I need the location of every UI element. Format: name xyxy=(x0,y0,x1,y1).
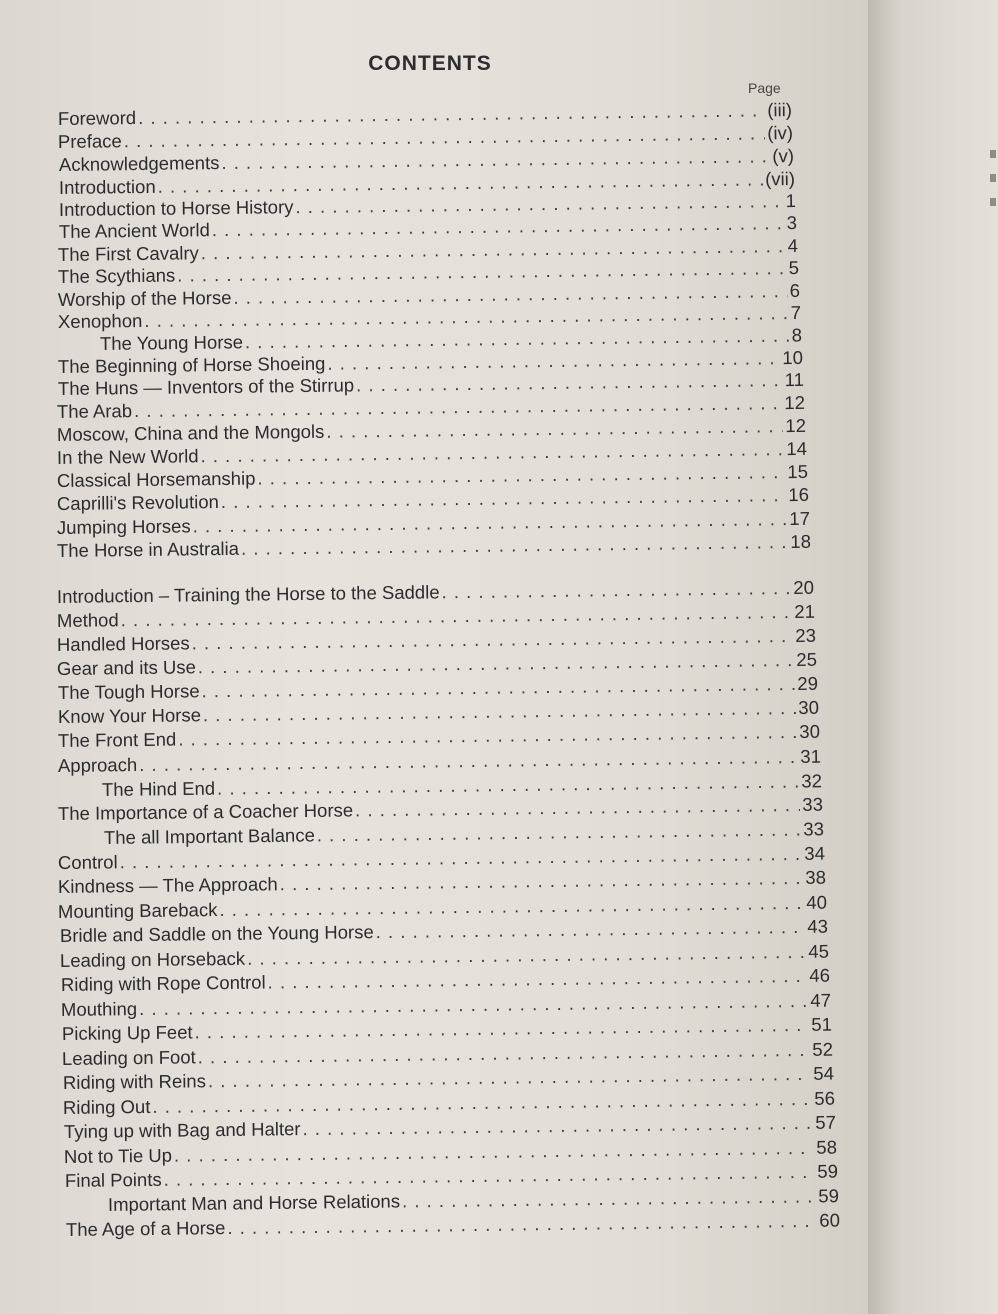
toc-entry-title: Important Man and Horse Relations xyxy=(107,1190,401,1215)
toc-entry-page-number: 4 xyxy=(787,234,799,257)
toc-entry-title: Bridle and Saddle on the Young Horse xyxy=(59,921,374,946)
toc-entry-title: The Ancient World xyxy=(58,219,210,242)
toc-entry-page-number: 16 xyxy=(788,483,810,506)
toc-entry-title: The Young Horse xyxy=(99,331,244,354)
toc-entry-page-number: 21 xyxy=(794,600,816,622)
toc-entry-page-number: 23 xyxy=(795,624,817,646)
toc-entry-title: Gear and its Use xyxy=(56,656,196,679)
toc-entry-page-number: 8 xyxy=(791,324,803,346)
toc-entry-title: Riding with Rope Control xyxy=(60,971,266,995)
toc-entry-page-number: 7 xyxy=(790,301,802,324)
toc-entry-page-number: 32 xyxy=(801,770,823,792)
toc-entry-title: Picking Up Feet xyxy=(61,1021,193,1044)
toc-entry-page-number: 1 xyxy=(785,189,797,212)
toc-entry-title: Riding Out xyxy=(62,1095,151,1118)
toc-entry-title: Riding with Reins xyxy=(62,1070,207,1093)
toc-entry-page-number: 31 xyxy=(800,745,822,767)
toc-leader-dots xyxy=(441,577,791,603)
toc-entry-title: Method xyxy=(56,609,119,631)
toc-entry-page-number: 10 xyxy=(782,346,804,369)
toc-entry-page-number: 29 xyxy=(797,672,819,694)
toc-entry-page-number: 60 xyxy=(819,1209,841,1231)
toc-entry-page-number: 3 xyxy=(786,211,798,234)
toc-entry-title: Worship of the Horse xyxy=(57,286,232,310)
toc-entry-page-number: 47 xyxy=(810,989,832,1011)
toc-entry-title: Leading on Horseback xyxy=(59,947,246,971)
toc-entry-page-number: 40 xyxy=(806,891,828,913)
toc-entry-title: Preface xyxy=(57,130,122,152)
toc-entry-title: Caprilli's Revolution xyxy=(56,491,219,514)
toc-entry-title: The Hind End xyxy=(101,777,216,800)
toc-leader-dots xyxy=(402,1185,817,1212)
toc-entry-page-number: 30 xyxy=(798,696,820,718)
toc-entry-page-number: 17 xyxy=(789,507,811,530)
toc-entry-page-number: 59 xyxy=(817,1160,839,1182)
toc-entry-page-number: 56 xyxy=(814,1087,836,1109)
toc-entry-title: Acknowledgements xyxy=(58,152,220,175)
toc-entry-page-number: 33 xyxy=(802,793,824,815)
toc-entry-title: Mouthing xyxy=(60,998,138,1020)
toc-leader-dots xyxy=(376,916,806,943)
toc-entry-title: In the New World xyxy=(56,445,199,468)
toc-entry-title: Classical Horsemanship xyxy=(56,467,256,491)
toc-entry-page-number: 54 xyxy=(813,1062,835,1084)
toc-entry-page-number: 11 xyxy=(784,368,805,391)
page-column-label: Page xyxy=(748,80,781,96)
toc-entry-page-number: 46 xyxy=(809,964,831,986)
toc-entry-title: Moscow, China and the Mongols xyxy=(56,420,325,445)
toc-entry-title: Jumping Horses xyxy=(56,515,191,538)
toc-entry-title: Know Your Horse xyxy=(57,704,202,727)
toc-entry-title: The First Cavalry xyxy=(57,242,199,265)
toc-entry-title: The Age of a Horse xyxy=(65,1217,226,1240)
toc-entry-page-number: 18 xyxy=(790,530,812,553)
facing-page-text-fragment xyxy=(990,150,996,220)
toc-entry-page-number: 51 xyxy=(811,1013,833,1035)
toc-entry-page-number: 25 xyxy=(796,648,818,670)
facing-page-edge xyxy=(868,0,998,1314)
toc-entry-title: Control xyxy=(57,851,118,873)
toc-entry-page-number: 58 xyxy=(816,1136,838,1158)
toc-entry-page-number: (vii) xyxy=(765,168,796,190)
toc-entry-title: Mounting Bareback xyxy=(57,899,218,922)
toc-entry-page-number: 45 xyxy=(808,940,830,962)
toc-entry-page-number: 30 xyxy=(799,720,821,742)
toc-entry-title: The Beginning of Horse Shoeing xyxy=(57,352,326,377)
toc-entry-title: The Front End xyxy=(57,728,177,751)
toc-entry-page-number: (iv) xyxy=(767,122,794,144)
toc-entry-title: The Horse in Australia xyxy=(56,537,240,561)
toc-entry-title: Leading on Foot xyxy=(61,1046,196,1069)
toc-entry-page-number: 12 xyxy=(785,414,807,437)
toc-entry-title: Final Points xyxy=(64,1168,162,1191)
toc-entry-title: The Tough Horse xyxy=(57,680,200,703)
contents-heading: CONTENTS xyxy=(368,52,492,75)
toc-entry-title: Not to Tie Up xyxy=(63,1144,173,1167)
toc-entry-page-number: (v) xyxy=(772,145,795,167)
toc-entry-page-number: 34 xyxy=(804,842,826,864)
toc-entry-title: The Importance of a Coacher Horse xyxy=(57,799,354,824)
toc-entry-page-number: 14 xyxy=(786,437,808,460)
toc-entry-title: Approach xyxy=(57,754,138,776)
toc-entry-page-number: 12 xyxy=(784,391,806,414)
toc-entry-page-number: 43 xyxy=(807,915,829,937)
toc-entry-page-number: 59 xyxy=(818,1185,840,1207)
toc-entry-title: Kindness — The Approach xyxy=(57,873,278,897)
toc-entry-title: Handled Horses xyxy=(56,632,190,655)
toc-entry-page-number: 33 xyxy=(803,818,825,840)
toc-entry-title: Introduction – Training the Horse to the Saddle xyxy=(56,581,440,607)
toc-entry-page-number: 20 xyxy=(793,576,815,599)
toc-entry-title: The Scythians xyxy=(57,264,176,287)
toc-entry-title: Tying up with Bag and Halter xyxy=(63,1118,301,1142)
toc-entry-page-number: 38 xyxy=(805,866,827,888)
toc-entry-title: The Arab xyxy=(56,400,133,422)
toc-entry-title: Introduction xyxy=(58,175,156,198)
toc-entry-page-number: 15 xyxy=(787,460,809,483)
toc-entry-page-number: 6 xyxy=(789,279,801,302)
toc-entry-title: The all Important Balance xyxy=(103,824,315,848)
toc-entry-title: Xenophon xyxy=(57,309,143,332)
toc-entry-title: Foreword xyxy=(57,107,137,129)
toc-leader-dots xyxy=(355,794,801,821)
toc-entry-page-number: 57 xyxy=(815,1111,837,1133)
toc-entry-title: The Huns — Inventors of the Stirrup xyxy=(57,374,355,399)
toc-leader-dots xyxy=(317,818,802,846)
toc-entry-page-number: 52 xyxy=(812,1038,834,1060)
toc-entry-title: Introduction to Horse History xyxy=(58,196,294,220)
toc-entry-page-number: 5 xyxy=(788,256,800,279)
toc-entry-page-number: (iii) xyxy=(767,99,793,121)
